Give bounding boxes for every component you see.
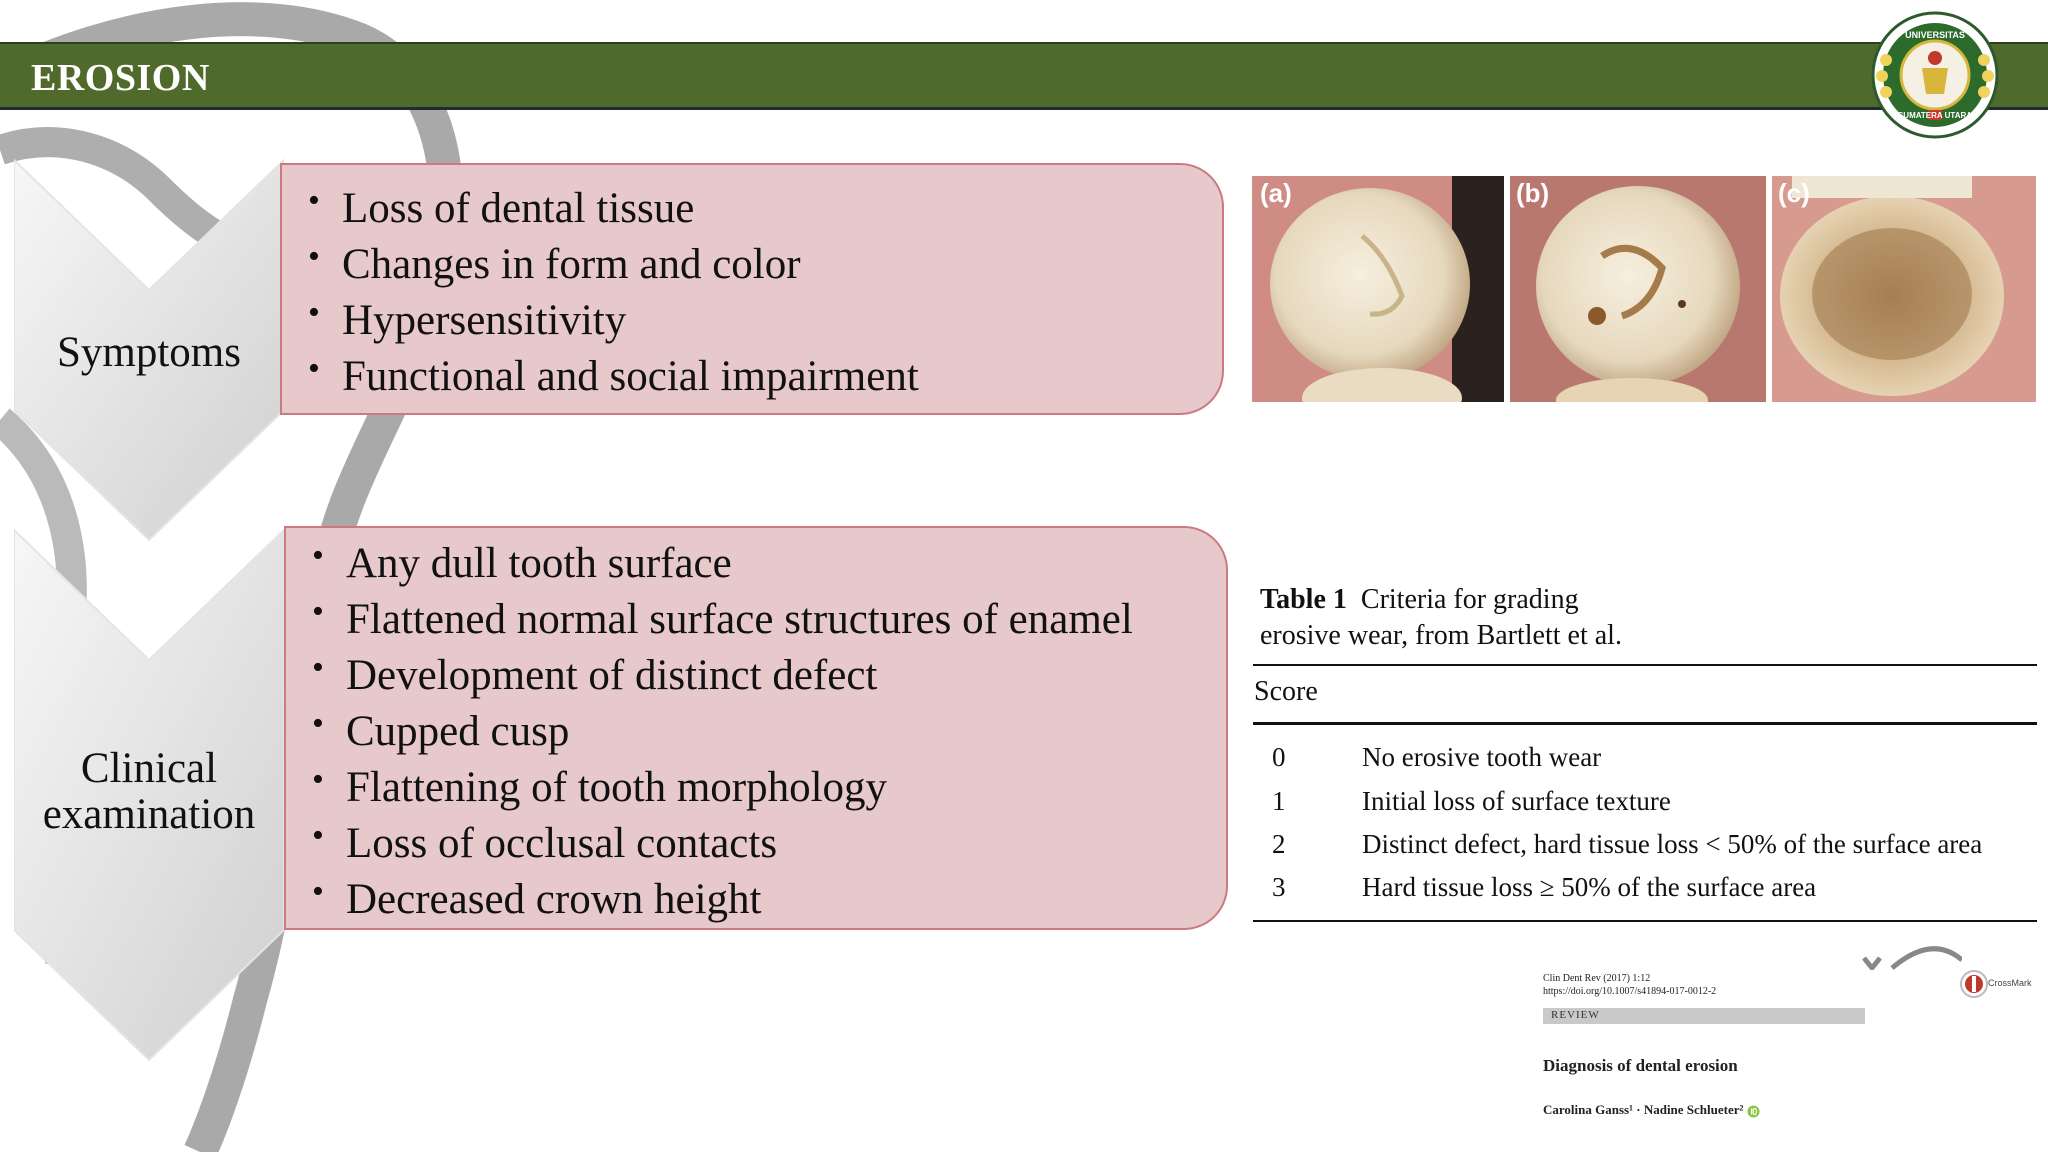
list-item: • Flattened normal surface structures of enamel — [312, 592, 1226, 648]
list-item: • Flattening of tooth morphology — [312, 760, 1226, 816]
clinical-exam-box — [284, 526, 1228, 930]
list-item: • Decreased crown height — [312, 872, 1226, 928]
symptoms-box — [280, 163, 1224, 415]
table-cell-desc: Initial loss of surface texture — [1362, 786, 1671, 816]
crossmark-label: CrossMark — [1988, 978, 2032, 988]
orcid-icon[interactable] — [1747, 1105, 1760, 1118]
list-item: • Any dull tooth surface — [312, 536, 1226, 592]
list-item: • Development of distinct defect — [312, 648, 1226, 704]
article-section-label: REVIEW — [1551, 1009, 1600, 1021]
table-caption-label: Table 1 — [1260, 584, 1347, 615]
table-caption — [1260, 582, 2020, 654]
list-item: • Functional and social impairment — [308, 349, 1222, 405]
article-journal-info — [1543, 972, 1716, 998]
list-item: • Loss of occlusal contacts — [312, 816, 1226, 872]
article-header — [1540, 940, 2040, 1140]
table-header-score: Score — [1254, 676, 1318, 707]
article-authors — [1543, 1102, 1760, 1118]
logo-text-bottom: SUMATERA UTARA — [1897, 111, 1973, 120]
table-cell-desc: Distinct defect, hard tissue loss < 50% of the surface area — [1362, 829, 1983, 859]
article-section-bar — [1543, 1008, 1865, 1024]
tooth-photographs — [1252, 176, 2036, 402]
photo-label-b: (b) — [1516, 178, 1550, 208]
clinical-exam-list — [312, 536, 1226, 928]
symptoms-list — [308, 181, 1222, 405]
table-cell-score: 1 — [1272, 786, 1286, 816]
table-caption-line1: Criteria for grading — [1360, 584, 1579, 615]
table-cell-score: 0 — [1272, 742, 1286, 772]
clinical-exam-label-line1: Clinical — [80, 745, 218, 792]
photo-panel-b — [1510, 176, 1766, 402]
table-cell-desc: No erosive tooth wear — [1362, 742, 1602, 772]
photo-label-a: (a) — [1260, 178, 1292, 208]
article-authors-text: Carolina Ganss¹ · Nadine Schlueter² — [1543, 1102, 1744, 1117]
university-seal-icon — [1870, 10, 2000, 140]
list-item: • Hypersensitivity — [308, 293, 1222, 349]
table-caption-line2: erosive wear, from Bartlett et al. — [1260, 620, 1622, 651]
article-doi-link[interactable]: https://doi.org/10.1007/s41894-017-0012-2 — [1543, 986, 1717, 997]
list-item: • Cupped cusp — [312, 704, 1226, 760]
table-cell-desc: Hard tissue loss ≥ 50% of the surface area — [1362, 872, 1817, 902]
clinical-exam-label — [14, 746, 284, 838]
table-header-rule — [1253, 722, 2037, 725]
title-bar — [0, 42, 2048, 110]
photo-panel-c — [1772, 176, 2036, 402]
table-bottom-rule — [1253, 920, 2037, 922]
journal-mark-icon — [1862, 940, 1962, 970]
symptoms-label: Symptoms — [57, 329, 241, 376]
clinical-exam-label-line2: examination — [42, 791, 256, 838]
table-cell-score: 3 — [1272, 872, 1286, 902]
logo-text-top: UNIVERSITAS — [1905, 30, 1965, 40]
article-journal-line1: Clin Dent Rev (2017) 1:12 — [1543, 973, 1651, 984]
slide-title: EROSION — [31, 57, 210, 99]
table-cell-score: 2 — [1272, 829, 1286, 859]
article-title: Diagnosis of dental erosion — [1543, 1056, 1738, 1075]
list-item: • Changes in form and color — [308, 237, 1222, 293]
table-top-rule — [1253, 664, 2037, 666]
list-item: • Loss of dental tissue — [308, 181, 1222, 237]
photo-panel-a — [1252, 176, 1504, 402]
photo-label-c: (c) — [1778, 178, 1810, 208]
